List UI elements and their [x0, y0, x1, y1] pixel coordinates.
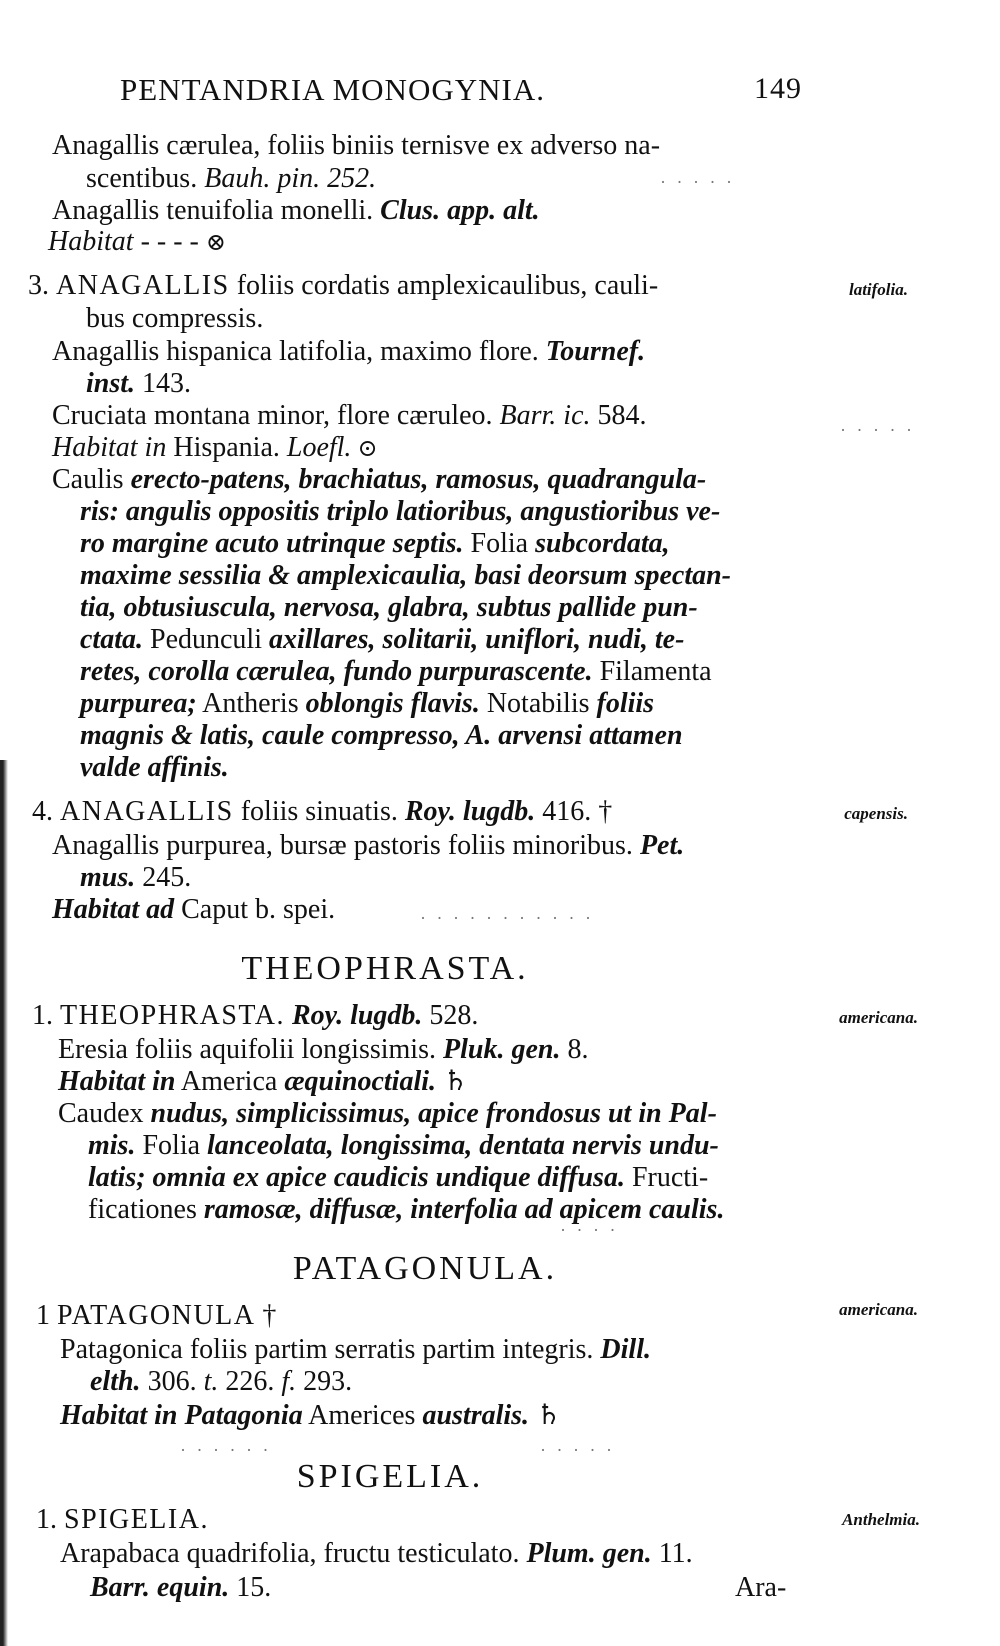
running-head — [120, 72, 810, 112]
text-line: mis. Folia lanceolata, longissima, dentata nervis undu- — [88, 1130, 719, 1161]
bleed-through-marks: · · · · · · · · · · · — [420, 908, 594, 928]
genus-title: PATAGONULA. — [292, 1250, 558, 1287]
text-line: purpurea; Antheris oblongis flavis. Notabilis foliis — [80, 688, 655, 719]
text-line: tia, obtusiuscula, nervosa, glabra, subtus pallide pun- — [80, 592, 698, 623]
text-line: ris: angulis oppositis triplo latioribus, angustioribus ve- — [80, 496, 721, 527]
page-number: 149 — [754, 72, 802, 105]
text-line: bus compressis. — [86, 303, 264, 334]
text-line: ctata. Pedunculi axillares, solitarii, uniflori, nudi, te- — [80, 624, 685, 655]
bleed-through-marks: · · · · · — [660, 172, 735, 192]
bleed-through-marks: · · · · · — [840, 420, 915, 440]
bleed-through-marks: · · · · — [560, 1220, 619, 1240]
text-line: Anagallis cærulea, foliis biniis ternisve ex adverso na- — [52, 130, 661, 161]
catchword: Ara- — [735, 1572, 787, 1603]
text-line: ficationes ramosæ, diffusæ, interfolia ad apicem caulis. — [88, 1194, 725, 1225]
margin-species-name: Anthelmia. — [842, 1510, 920, 1529]
habitat-line: Habitat in Hispania. Loefl. ⊙ — [52, 432, 378, 463]
text-line: Eresia foliis aquifolii longissimis. Pluk. gen. 8. — [58, 1034, 589, 1065]
bleed-through-marks: · · · · · · — [180, 1440, 272, 1460]
text-line: Anagallis tenuifolia monelli. Clus. app. alt. — [52, 195, 540, 226]
text-line: inst. 143. — [86, 368, 192, 399]
margin-species-name: americana. — [839, 1300, 918, 1319]
genus-title: THEOPHRASTA. — [241, 950, 529, 987]
shrub-symbol-icon: ♄ — [529, 1400, 562, 1431]
margin-species-name: americana. — [839, 1008, 918, 1027]
perennial-symbol-icon: ⊗ — [205, 230, 226, 256]
species-heading: 1 PATAGONULA † — [36, 1300, 278, 1331]
page-edge-shadow — [0, 760, 8, 1646]
text-line: scentibus. Bauh. pin. 252. — [86, 163, 377, 194]
text-line: retes, corolla cærulea, fundo purpurascente. Filamenta — [80, 656, 712, 687]
text-line: valde affinis. — [80, 752, 229, 783]
species-heading: 1. SPIGELIA. — [36, 1504, 209, 1535]
species-heading: 3. ANAGALLIS foliis cordatis amplexicaulibus, cauli- — [28, 270, 659, 301]
text-line: Patagonica foliis partim serratis partim integris. Dill. — [60, 1334, 651, 1365]
text-line: Anagallis purpurea, bursæ pastoris foliis minoribus. Pet. — [52, 830, 685, 861]
shrub-symbol-icon: ♄ — [436, 1066, 469, 1097]
text-line: maxime sessilia & amplexicaulia, basi deorsum spectan- — [80, 560, 731, 591]
text-line: Caulis erecto-patens, brachiatus, ramosus, quadrangula- — [52, 464, 707, 495]
text-line: Arapabaca quadrifolia, fructu testiculato. Plum. gen. 11. — [60, 1538, 693, 1569]
text-line: Anagallis hispanica latifolia, maximo flore. Tournef. — [52, 336, 646, 367]
running-title: PENTANDRIA MONOGYNIA. — [120, 72, 545, 107]
annual-symbol-icon: ⊙ — [351, 436, 378, 462]
text-line: mus. 245. — [80, 862, 192, 893]
text-line: elth. 306. t. 226. f. 293. — [90, 1366, 353, 1397]
bleed-through-marks: · · · · · — [540, 1440, 615, 1460]
text-line: Barr. equin. 15. — [90, 1572, 272, 1603]
species-heading: 4. ANAGALLIS foliis sinuatis. Roy. lugdb. 416. † — [32, 796, 613, 827]
habitat-line: Habitat - - - - ⊗ — [48, 226, 226, 257]
species-heading: 1. THEOPHRASTA. Roy. lugdb. 528. — [32, 1000, 479, 1031]
text-line: ro margine acuto utrinque septis. Folia subcordata, — [80, 528, 670, 559]
text-line: Caudex nudus, simplicissimus, apice frondosus ut in Pal- — [58, 1098, 717, 1129]
margin-species-name: capensis. — [844, 804, 908, 823]
genus-title: SPIGELIA. — [296, 1458, 484, 1495]
margin-species-name: latifolia. — [848, 280, 908, 299]
habitat-line: Habitat ad Caput b. spei. — [52, 894, 336, 925]
habitat-line: Habitat in Patagonia Americes australis. ♄ — [60, 1400, 562, 1431]
text-line: Cruciata montana minor, flore cæruleo. Barr. ic. 584. — [52, 400, 647, 431]
text-line: magnis & latis, caule compresso, A. arvensi attamen — [80, 720, 683, 751]
text-line: latis; omnia ex apice caudicis undique diffusa. Fructi- — [88, 1162, 709, 1193]
habitat-line: Habitat in America æquinoctiali. ♄ — [58, 1066, 469, 1097]
